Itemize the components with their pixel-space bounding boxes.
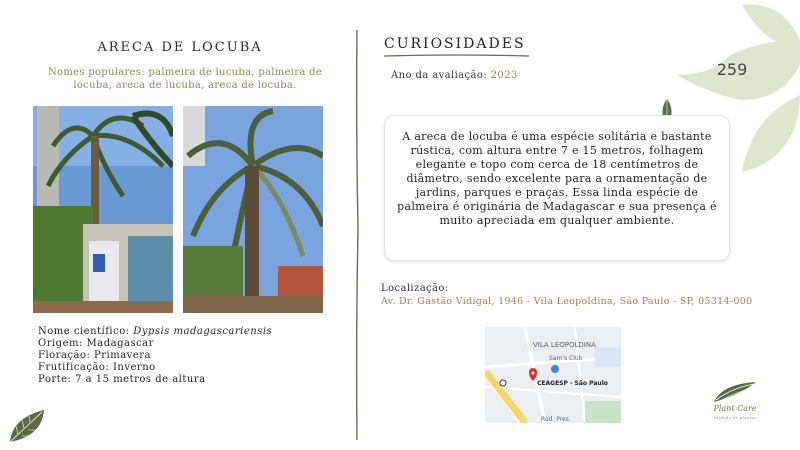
fruiting-row: Frutificação: Inverno	[38, 362, 156, 373]
plant-photo-1	[33, 106, 173, 313]
scientific-name: Dypsis madagascariensis	[133, 326, 273, 337]
size-row: Porte: 7 a 15 metros de altura	[38, 374, 206, 385]
title-underline	[384, 54, 529, 58]
store-marker-icon	[551, 365, 559, 373]
map-place-1: Sam's Club	[549, 355, 583, 362]
plant-care-logo	[712, 380, 758, 404]
scientific-name-row: Nome científico: Dypsis madagascariensis	[38, 326, 273, 337]
location-address: Av. Dr. Gastão Vidigal, 1946 - Vila Leopoldina, São Paulo - SP, 05314-000	[381, 296, 753, 307]
map-road-label: Rod. Pres.	[541, 416, 571, 423]
plant-title: ARECA DE LOCUBA	[97, 40, 263, 55]
plant-photo-2	[183, 106, 323, 313]
brand-tagline: cuidado de plantas	[713, 416, 757, 420]
column-divider	[352, 30, 362, 440]
location-label: Localização:	[381, 283, 449, 294]
year-value: 2023	[490, 70, 518, 81]
transit-icon	[500, 380, 506, 386]
map-district-label: VILA LEOPOLDINA	[533, 341, 596, 349]
location-map[interactable]	[485, 327, 621, 423]
description-text: A areca de locuba é uma espécie solitária e bastante rústica, com altura entre 7 e 15 metros, folhagem elegante e topo com cerca de 18 centímetros de diâmetro, sendo excelente para a ornamentação de jardins, parques e praças. Essa linda espécie de palmeira é originária de Madagascar e sua presença é muito apreciada em qualquer ambiente.	[397, 130, 717, 227]
origin-row: Origem: Madagascar	[38, 338, 154, 349]
brand-name: Plant Care	[713, 404, 757, 413]
evaluation-year: Ano da avaliação: 2023	[391, 70, 518, 81]
map-place-2: CEAGESP - São Paulo	[537, 380, 608, 387]
description-box	[384, 115, 730, 261]
popular-names: Nomes populares: palmeira de lucuba, palmeira de locuba, areca de lucuba, areca de locuba.	[47, 67, 323, 91]
flowering-row: Floração: Primavera	[38, 350, 151, 361]
section-title: CURIOSIDADES	[384, 36, 526, 52]
plant-details	[38, 326, 272, 386]
leaf-icon	[8, 408, 48, 444]
page-number: 259	[716, 60, 748, 79]
